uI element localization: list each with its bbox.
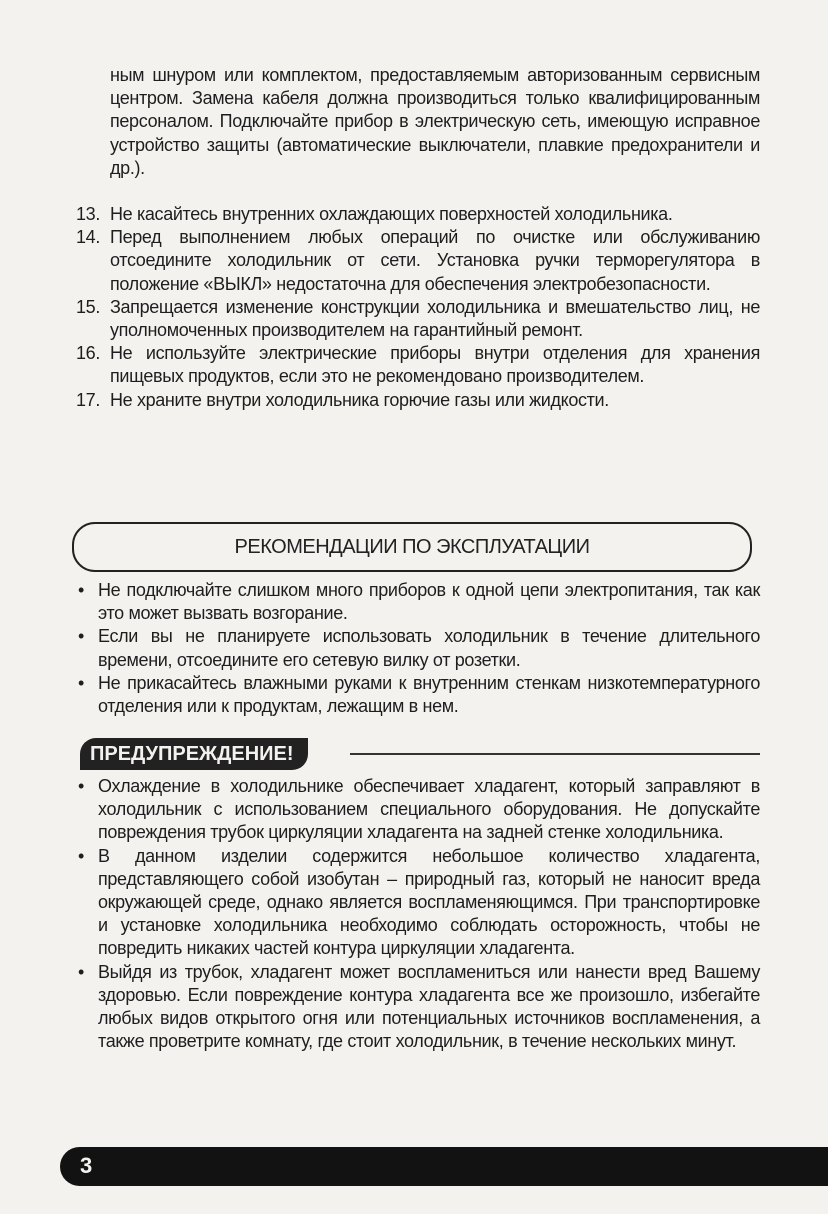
list-item xyxy=(76,625,760,671)
list-item-text: Не подключайте слишком много приборов к одной цепи электропитания, так как это может вызвать возгорание. xyxy=(98,580,760,624)
numbered-item xyxy=(76,226,760,296)
list-item-text: В данном изделии содержится небольшое количество хладагента, представляющего собой изобутан – природный газ, который не наносит вреда окружающей среде, однако является воспламеняющимся. При транспортировке и установке холодильника необходимо соблюдать осторожность, чтобы не повредить никаких частей контура циркуляции хладагента. xyxy=(98,845,760,959)
bullet-icon: • xyxy=(78,961,84,982)
list-item xyxy=(76,579,760,625)
list-item xyxy=(76,961,760,1054)
list-item xyxy=(76,672,760,718)
list-item-text: Не прикасайтесь влажными руками к внутренним стенкам низкотемпературного отделения или к продуктам, лежащим в нем. xyxy=(98,672,760,717)
list-item xyxy=(76,845,760,961)
bullet-icon: • xyxy=(78,672,84,693)
bullet-icon: • xyxy=(78,580,84,600)
bullet-icon: • xyxy=(78,845,84,866)
numbered-item xyxy=(76,203,760,226)
numbered-list xyxy=(76,203,760,412)
section-heading xyxy=(72,522,752,572)
item-text: Не храните внутри холодильника горючие газы или жидкости. xyxy=(110,389,609,410)
recommendations-list xyxy=(76,579,760,718)
warning-label xyxy=(80,738,308,770)
warnings-list xyxy=(76,775,760,1053)
numbered-item xyxy=(76,389,760,412)
item-number: 13. xyxy=(76,204,100,224)
item-text: Не используйте электрические приборы внутри отделения для хранения пищевых продуктов, если это не рекомендовано производителем. xyxy=(110,343,760,387)
item-text: Не касайтесь внутренних охлаждающих поверхностей холодильника. xyxy=(110,204,673,224)
bullet-icon: • xyxy=(78,776,84,796)
page-number: 3 xyxy=(80,1153,93,1178)
item-text: Перед выполнением любых операций по очистке или обслуживанию отсоедините холодильник от сети. Установка ручки терморегулятора в положение «ВЫКЛ» недостаточна для обеспечения электробезопасности. xyxy=(110,227,760,294)
list-item xyxy=(76,775,760,845)
numbered-item xyxy=(76,296,760,342)
list-item-text: Охлаждение в холодильнике обеспечивает хладагент, который заправляют в холодильник с использованием специального оборудования. Не допускайте повреждения трубок циркуляции хладагента на задней стенке холодильника. xyxy=(98,776,760,843)
item-number: 14. xyxy=(76,227,100,248)
item-text: Запрещается изменение конструкции холодильника и вмешательство лиц, не уполномоченных производителем на гарантийный ремонт. xyxy=(110,296,760,341)
section-heading-text: РЕКОМЕНДАЦИИ ПО ЭКСПЛУАТАЦИИ xyxy=(234,535,590,558)
list-item-text: Выйдя из трубок, хладагент может воспламениться или нанести вред Вашему здоровью. Если повреждение контура хладагента все же произошло, избегайте любых видов открытого огня или потенциальных источников воспламенения, а также проветрите комнату, где стоит холодильник, в течение нескольких минут. xyxy=(98,961,760,1052)
item-number: 15. xyxy=(76,296,100,317)
list-item-text: Если вы не планируете использовать холодильник в течение длительного времени, отсоедините его сетевую вилку от розетки. xyxy=(98,626,760,670)
warning-label-text: ПРЕДУПРЕЖДЕНИЕ! xyxy=(90,742,294,765)
footer-bar xyxy=(60,1147,828,1186)
divider xyxy=(350,753,760,755)
item-number: 16. xyxy=(76,343,100,364)
item-number: 17. xyxy=(76,389,100,410)
intro-paragraph: ным шнуром или комплектом, предоставляемым авторизованным сервисным центром. Замена кабеля должна производиться только квалифицированным персоналом. Подключайте прибор в электрическую сеть, имеющую исправное устройство защиты (автоматические выключатели, плавкие предохранители и др.). xyxy=(110,65,760,178)
bullet-icon: • xyxy=(78,626,84,647)
numbered-item xyxy=(76,342,760,388)
